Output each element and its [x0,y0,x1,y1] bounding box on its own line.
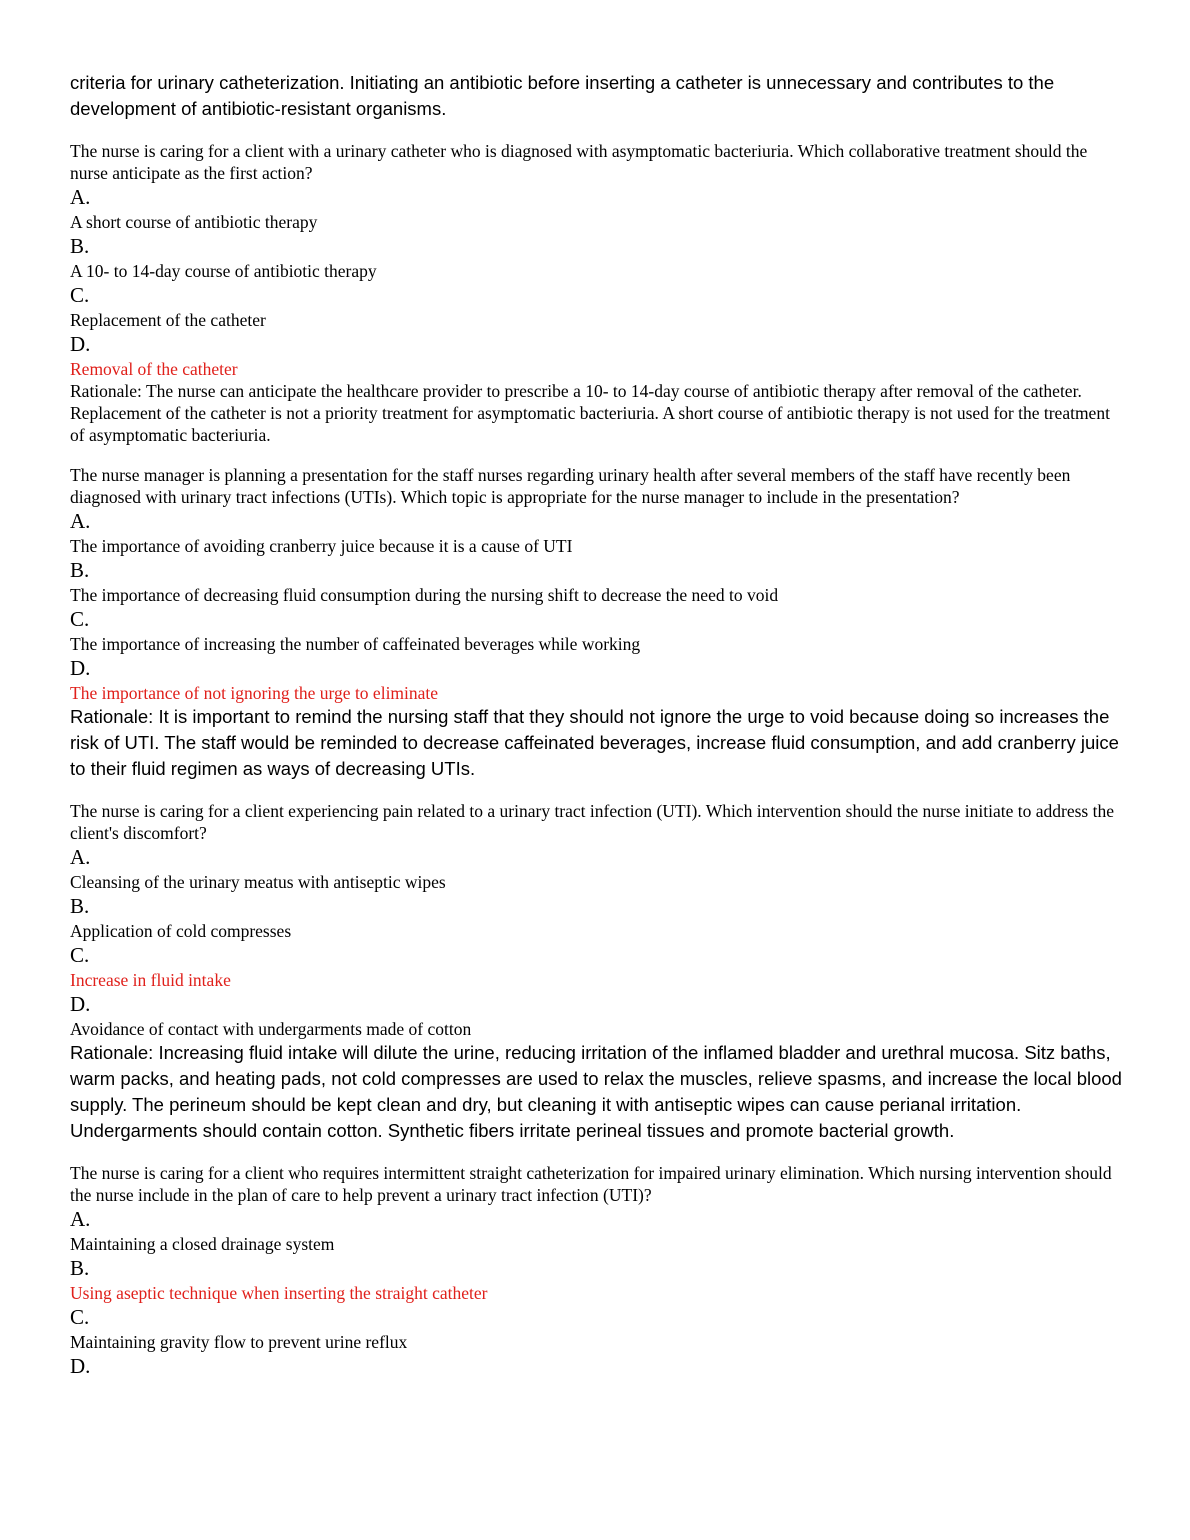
option-text: Maintaining a closed drainage system [70,1234,335,1254]
rationale: Rationale: The nurse can anticipate the healthcare provider to prescribe a 10- to 14-day course of antibiotic therapy after removal of the catheter. Replacement of the catheter is not a priority treatment for asymptomatic bacteriuria. A short course of antibiotic therapy is not used for the treatment of asymptomatic bacteriuria. [70,381,1110,445]
option-letter: B. [70,894,90,918]
option-letter: A. [70,185,91,209]
document-page [70,70,1122,1380]
option-letter: C. [70,943,90,967]
option-text: A 10- to 14-day course of antibiotic therapy [70,261,377,281]
option-text: The importance of increasing the number of caffeinated beverages while working [70,634,641,654]
question-2 [70,464,1122,782]
option-text: Maintaining gravity flow to prevent urine reflux [70,1332,408,1352]
rationale: Rationale: It is important to remind the nursing staff that they should not ignore the urge to void because doing so increases the risk of UTI. The staff would be reminded to decrease caffeinated beverages, increase fluid consumption, and add cranberry juice to their fluid regimen as ways of decreasing UTIs. [70,706,1119,779]
option-letter: D. [70,332,91,356]
option-text: Avoidance of contact with undergarments made of cotton [70,1019,472,1039]
option-text: Application of cold compresses [70,921,292,941]
option-letter: A. [70,509,91,533]
option-text: The importance of avoiding cranberry juice because it is a cause of UTI [70,536,573,556]
option-letter: C. [70,607,90,631]
option-letter: D. [70,1354,91,1378]
question-3 [70,800,1122,1144]
question-1 [70,140,1122,446]
option-text: Cleansing of the urinary meatus with antiseptic wipes [70,872,446,892]
option-letter: D. [70,992,91,1016]
correct-answer-text: The importance of not ignoring the urge to eliminate [70,683,439,703]
correct-answer-text: Increase in fluid intake [70,970,231,990]
rationale: Rationale: Increasing fluid intake will dilute the urine, reducing irritation of the inflamed bladder and urethral mucosa. Sitz baths, warm packs, and heating pads, not cold compresses are used to relax the muscles, relieve spasms, and increase the local blood supply. The perineum should be kept clean and dry, but cleaning it with antiseptic wipes can cause perianal irritation. Undergarments should contain cotton. Synthetic fibers irritate perineal tissues and promote bacterial growth. [70,1042,1122,1141]
option-letter: A. [70,1207,91,1231]
option-text: Replacement of the catheter [70,310,266,330]
correct-answer-text: Removal of the catheter [70,359,238,379]
option-letter: C. [70,1305,90,1329]
option-letter: A. [70,845,91,869]
option-letter: C. [70,283,90,307]
question-stem: The nurse is caring for a client with a urinary catheter who is diagnosed with asymptomatic bacteriuria. Which collaborative treatment should the nurse anticipate as the first action? [70,141,1088,183]
intro-rationale-continuation: criteria for urinary catheterization. Initiating an antibiotic before inserting a catheter is unnecessary and contributes to the development of antibiotic-resistant organisms. [70,72,1055,119]
correct-answer-text: Using aseptic technique when inserting the straight catheter [70,1283,488,1303]
question-stem: The nurse manager is planning a presentation for the staff nurses regarding urinary health after several members of the staff have recently been diagnosed with urinary tract infections (UTIs). Which topic is appropriate for the nurse manager to include in the presentation? [70,465,1071,507]
option-text: A short course of antibiotic therapy [70,212,318,232]
question-stem: The nurse is caring for a client experiencing pain related to a urinary tract infection (UTI). Which intervention should the nurse initiate to address the client's discomfort? [70,801,1114,843]
option-letter: B. [70,558,90,582]
question-stem: The nurse is caring for a client who requires intermittent straight catheterization for impaired urinary elimination. Which nursing intervention should the nurse include in the plan of care to help prevent a urinary tract infection (UTI)? [70,1163,1112,1205]
option-text: The importance of decreasing fluid consumption during the nursing shift to decrease the need to void [70,585,779,605]
option-letter: B. [70,234,90,258]
question-4 [70,1162,1122,1380]
option-letter: B. [70,1256,90,1280]
option-letter: D. [70,656,91,680]
